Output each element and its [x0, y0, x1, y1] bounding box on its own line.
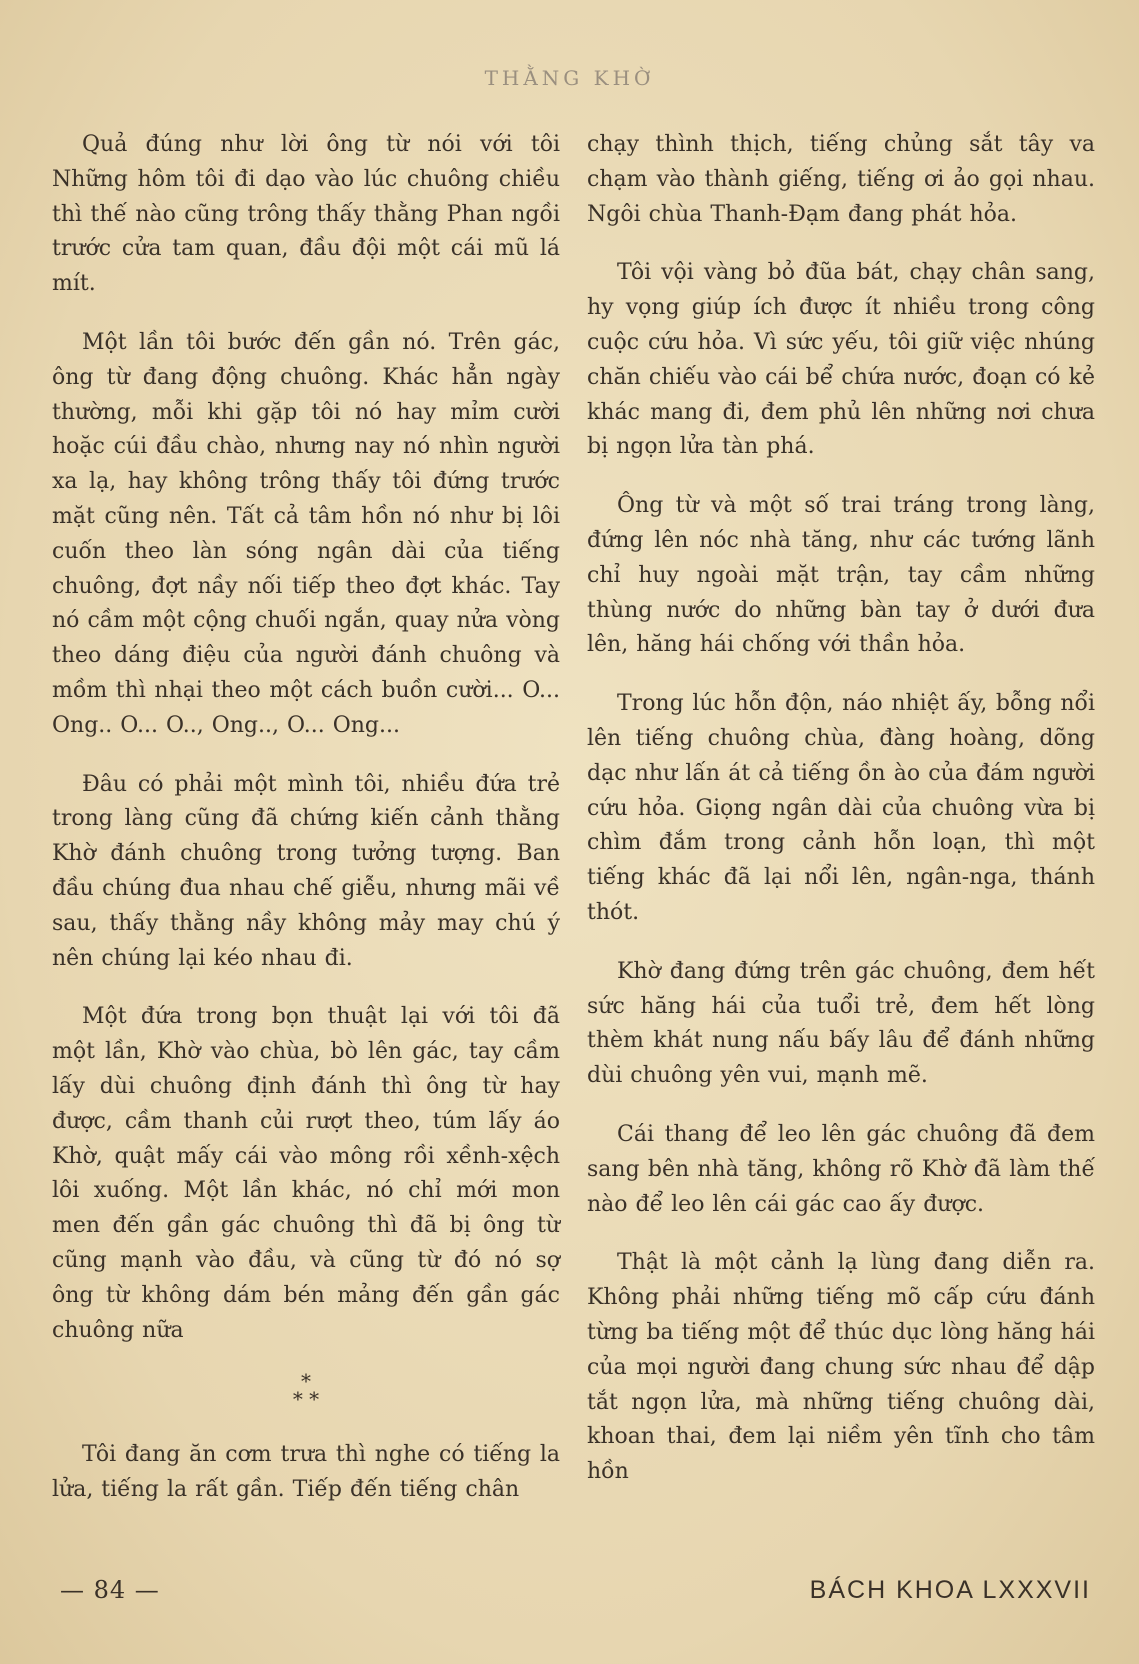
paragraph: Khờ đang đứng trên gác chuông, đem hết sức hăng hái của tuổi trẻ, đem hết lòng thèm khát nung nấu bấy lâu để đánh những dùi chuông yên vui, mạnh mẽ. [587, 958, 1095, 1089]
paragraph: Một lần tôi bước đến gần nó. Trên gác, ông từ đang động chuông. Khác hẳn ngày thường, mỗi khi gặp tôi nó hay mỉm cười hoặc cúi đầu chào, nhưng nay nó nhìn người xa lạ, hay không trông thấy tôi đứng trước mặt cũng nên. Tất cả tâm hồn nó như bị lôi cuốn theo làn sóng ngân dài của tiếng chuông, đợt nầy nối tiếp theo đợt khác. Tay nó cầm một cộng chuối ngắn, quay nửa vòng theo dáng điệu của người đánh chuông và mồm thì nhại theo một cách buồn cười... O... Ong.. O... O.., Ong.., O... Ong... [52, 329, 560, 738]
paragraph: chạy thình thịch, tiếng chủng sắt tây va chạm vào thành giếng, tiếng ơi ảo gọi nhau. Ngôi chùa Thanh-Đạm đang phát hỏa. [587, 132, 1095, 227]
right-column [587, 128, 1095, 1514]
running-title: THẰNG KHỜ [484, 66, 655, 90]
left-column [52, 128, 560, 1532]
separator-star-bottom: * * [292, 1387, 320, 1412]
paragraph: Quả đúng như lời ông từ nói với tôi Những hôm tôi đi dạo vào lúc chuông chiều thì thế nào cũng trông thấy thằng Phan ngồi trước cửa tam quan, đầu đội một cái mũ lá mít. [52, 132, 560, 297]
paragraph: Tôi đang ăn cơm trưa thì nghe có tiếng la lửa, tiếng la rất gần. Tiếp đến tiếng chân [52, 1442, 560, 1503]
magazine-footer: BÁCH KHOA LXXXVII [809, 1576, 1091, 1604]
page-number: — 84 — [60, 1576, 160, 1604]
paragraph: Tôi vội vàng bỏ đũa bát, chạy chân sang, hy vọng giúp ích được ít nhiều trong công cuộc cứu hỏa. Vì sức yếu, tôi giữ việc nhúng chăn chiếu vào cái bể chứa nước, đoạn có kẻ khác mang đi, đem phủ lên những nơi chưa bị ngọn lửa tàn phá. [587, 260, 1095, 460]
paragraph: Một đứa trong bọn thuật lại với tôi đã một lần, Khờ vào chùa, bò lên gác, tay cầm lấy dùi chuông định đánh thì ông từ hay được, cầm thanh củi rượt theo, túm lấy áo Khờ, quật mấy cái vào mông rồi xềnh-xệch lôi xuống. Một lần khác, nó chỉ mới mon men đến gần gác chuông thì đã bị ông từ cũng mạnh vào đầu, và cũng từ đó nó sợ ông từ không dám bén mảng đến gần gác chuông nữa [52, 1004, 560, 1343]
paragraph: Trong lúc hỗn độn, náo nhiệt ấy, bỗng nổi lên tiếng chuông chùa, đàng hoàng, dõng dạc như lấn át cả tiếng ồn ào của đám người cứu hỏa. Giọng ngân dài của chuông vừa bị chìm đắm trong cảnh hỗn loạn, thì một tiếng khác đã lại nổi lên, ngân-nga, thánh thót. [587, 691, 1095, 925]
separator-star-top: * [301, 1369, 311, 1394]
paragraph: Ông từ và một số trai tráng trong làng, đứng lên nóc nhà tăng, như các tướng lãnh chỉ huy ngoài mặt trận, tay cầm những thùng nước do những bàn tay ở dưới đưa lên, hăng hái chống với thần hỏa. [587, 493, 1095, 658]
paragraph: Đâu có phải một mình tôi, nhiều đứa trẻ trong làng cũng đã chứng kiến cảnh thằng Khờ đánh chuông trong tưởng tượng. Ban đầu chúng đua nhau chế giễu, nhưng mãi về sau, thấy thằng nầy không mảy may chú ý nên chúng lại kéo nhau đi. [52, 771, 560, 971]
paragraph: Cái thang để leo lên gác chuông đã đem sang bên nhà tăng, không rõ Khờ đã làm thế nào để leo lên cái gác cao ấy được. [587, 1121, 1095, 1217]
section-separator [52, 1369, 560, 1412]
paragraph: Thật là một cảnh lạ lùng đang diễn ra. Không phải những tiếng mõ cấp cứu đánh từng ba tiếng một để thúc dục lòng hăng hái của mọi người đang chung sức nhau để dập tắt ngọn lửa, mà những tiếng chuông dài, khoan thai, đem lại niềm yên tĩnh cho tâm hồn [587, 1250, 1095, 1485]
